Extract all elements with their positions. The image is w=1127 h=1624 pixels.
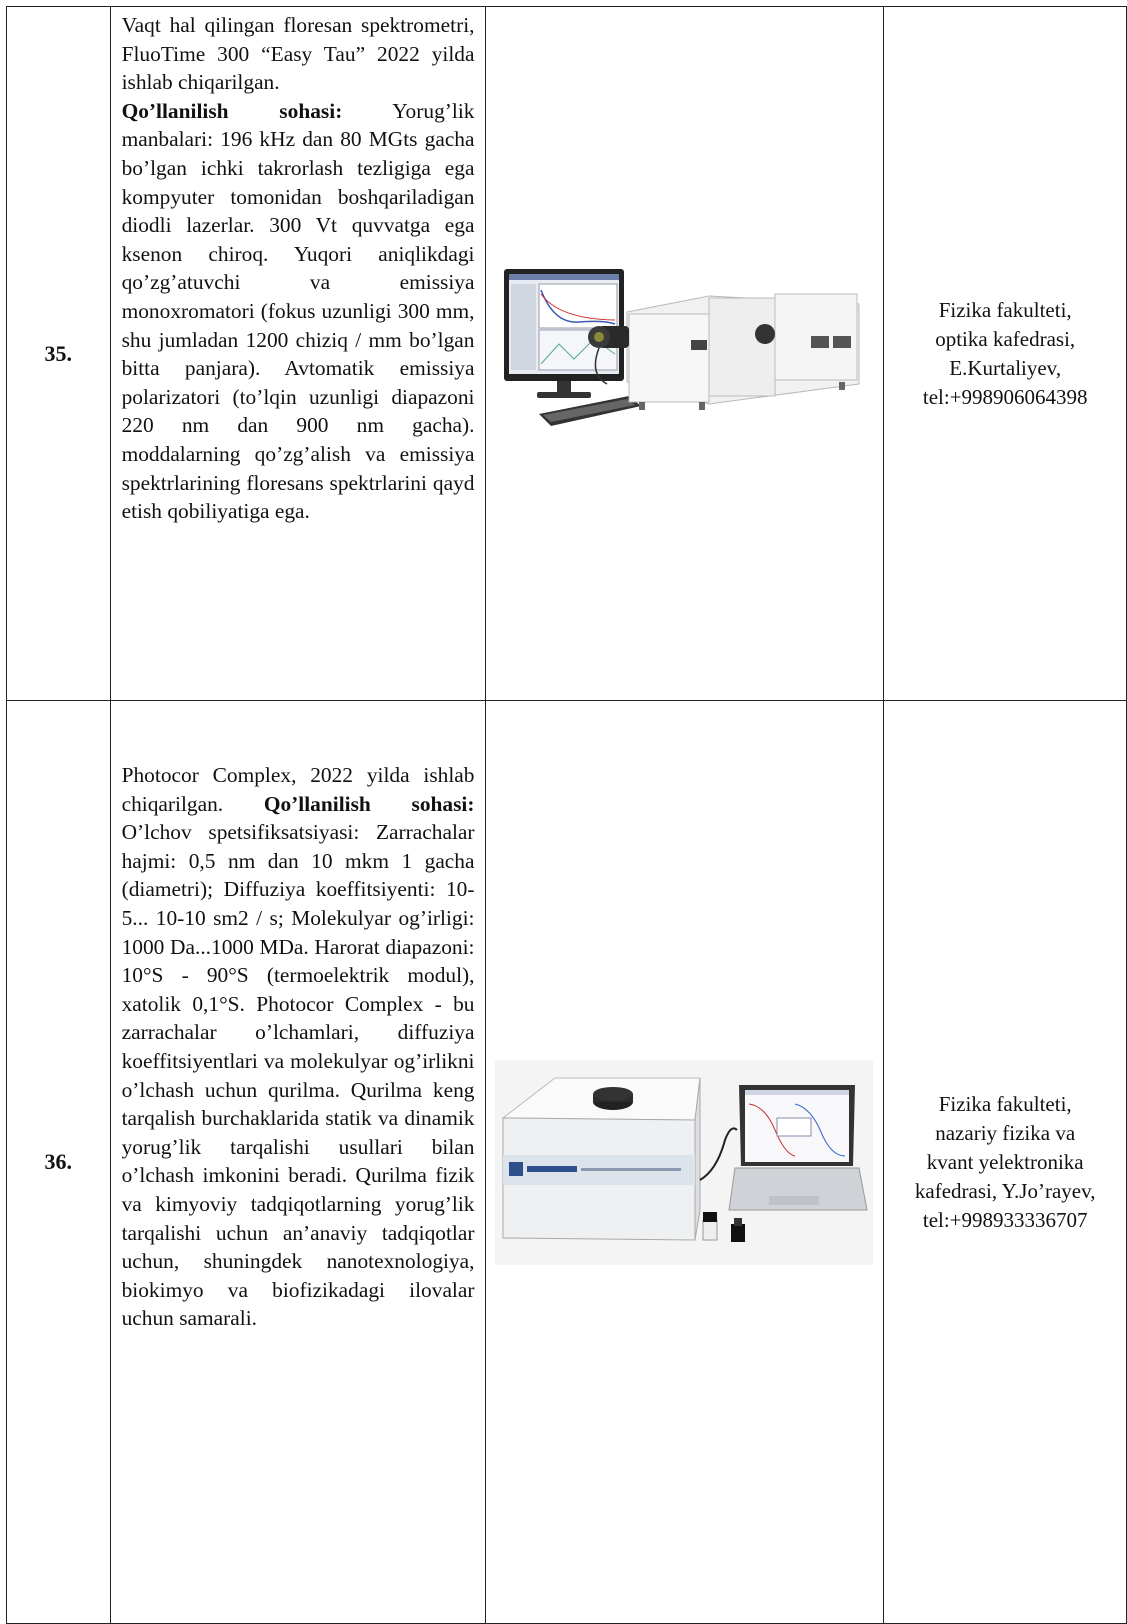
row-number: 36. bbox=[7, 701, 111, 1624]
table-row bbox=[7, 701, 1127, 1624]
photocor-photo bbox=[495, 1060, 873, 1265]
description-intro: Vaqt hal qilingan floresan spektrometri, FluoTime 300 “Easy Tau” 2022 yilda ishlab chiqarilgan. bbox=[121, 13, 475, 95]
image-cell bbox=[485, 7, 884, 701]
description-body: Yorug’lik manbalari: 196 kHz dan 80 MGts gacha bo’lgan ichki takrorlash tezligiga ega kompyuter tomonidan boshqariladigan diodli lazerlar. 300 Vt quvvatga ega ksenon chiroq. Yuqori aniqlikdagi qo’zg’atuvchi va emissiya monoxromatori (fokus uzunligi 300 mm, shu jumladan 1200 chiziq / mm bo’lgan bitta panjara). Avtomatik emissiya polarizatori (to’lqin uzunligi diapazoni 220 nm dan 900 nm gacha). moddalarning qo’zg’alish va emissiya spektrlarining floresans spektrlarini qayd etish qobiliyatiga ega. bbox=[121, 98, 475, 524]
contact-line: tel:+998933336707 bbox=[922, 1207, 1088, 1232]
contact-line: Fizika fakulteti, bbox=[938, 297, 1072, 322]
contact-line: kafedrasi, Y.Jo’rayev, bbox=[914, 1178, 1096, 1203]
contact-line: nazariy fizika va bbox=[935, 1120, 1076, 1145]
field-label: Qo’llanilish sohasi: bbox=[263, 791, 475, 816]
description-text bbox=[122, 11, 475, 526]
table-row bbox=[7, 7, 1127, 701]
contact-cell bbox=[884, 7, 1127, 701]
description-cell bbox=[110, 701, 485, 1624]
row-number: 35. bbox=[7, 7, 111, 701]
description-intro: Photocor Complex, 2022 yilda ishlab chiqarilgan. bbox=[121, 763, 475, 816]
spectrometer-photo bbox=[499, 264, 869, 444]
contact-line: optika kafedrasi, bbox=[935, 326, 1076, 351]
contact-line: kvant yelektronika bbox=[926, 1149, 1084, 1174]
contact-line: E.Kurtaliyev, bbox=[949, 355, 1062, 380]
description-text bbox=[122, 761, 475, 1333]
description-body: O’lchov spetsifiksatsiyasi: Zarrachalar hajmi: 0,5 nm dan 10 mkm 1 gacha (diametri); Diffuziya koeffitsiyenti: 10-5... 10-10 sm2 / s; Molekulyar og’irligi: 1000 Da...1000 MDa. Harorat diapazoni: 10°S - 90°S (termoelektrik modul), xatolik 0,1°S. Photocor Complex - bu zarrachalar o’lchamlari, diffuziya koeffitsiyentlari va molekulyar og’irlikni o’lchash uchun qurilma. Qurilma keng tarqalish burchaklarida statik va dinamik yorug’lik tarqalishi usullari bilan o’lchash imkonini beradi. Qurilma fizik va kimyoviy tadqiqotlarning yorug’lik tarqalishi uchun an’anaviy tadqiqotlar uchun, shuningdek nanotexnologiya, biokimyo va biofizikadagi ilovalar uchun samarali. bbox=[121, 820, 475, 1331]
description-cell bbox=[110, 7, 485, 701]
equipment-table bbox=[6, 6, 1127, 1624]
contact-line: Fizika fakulteti, bbox=[938, 1091, 1072, 1116]
contact-cell bbox=[884, 701, 1127, 1624]
contact-line: tel:+998906064398 bbox=[922, 384, 1088, 409]
field-label: Qo’llanilish sohasi: bbox=[121, 98, 343, 123]
image-cell bbox=[485, 701, 884, 1624]
